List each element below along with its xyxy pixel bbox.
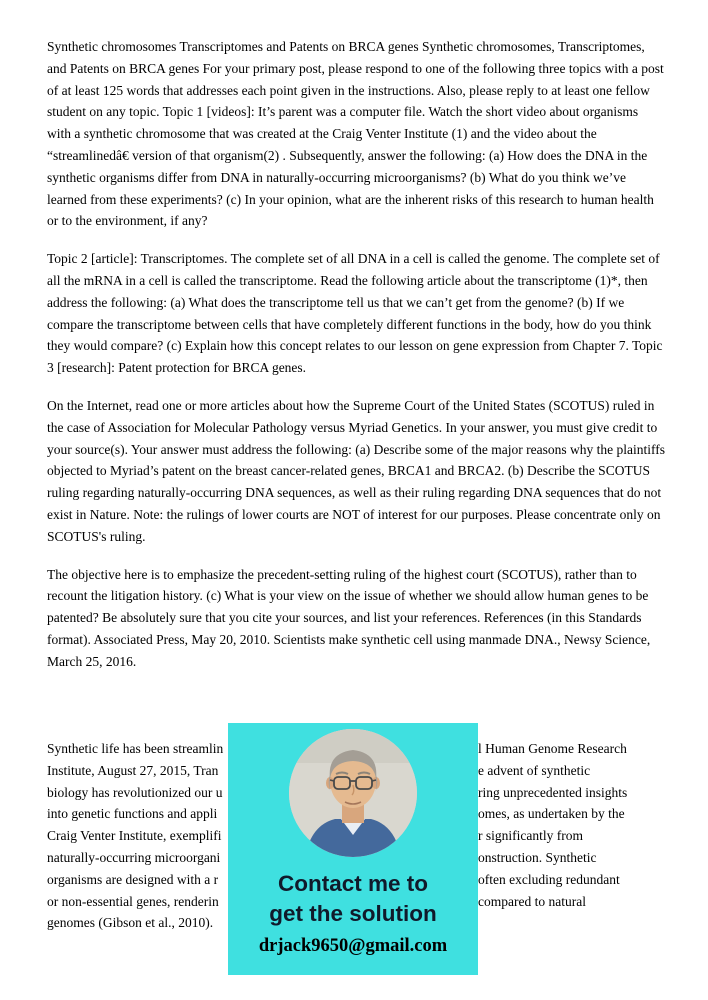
paragraph-2: Topic 2 [article]: Transcriptomes. The complete set of all DNA in a cell is called the genome. The complete set of all the mRNA in a cell is called the transcriptome. Read the following article about the transcriptome (1)*, then address the following: (a) What does the transcriptome tell us that we can’t get from the genome? (b) If we compare the transcriptome between cells that have completely different functions in the body, how do you think they would compare? (c) Explain how this concept relates to our lesson on gene expression from Chapter 7. Topic 3 [research]: Patent protection for BRCA genes.	[47, 251, 663, 376]
line-fragment-right: omes, as undertaken by the	[478, 806, 625, 822]
contact-overlay-card	[228, 723, 478, 975]
line-fragment-left: Institute, August 27, 2015, Tran	[47, 762, 219, 778]
line-fragment-left: Synthetic life has been streamlin	[47, 741, 224, 756]
contact-heading-line1: Contact me to	[277, 871, 428, 896]
line-fragment-right: r significantly from	[478, 828, 583, 844]
line-fragment-left: into genetic functions and appli	[47, 806, 218, 822]
line-fragment-right: l Human Genome Research	[478, 741, 627, 756]
document-text	[47, 36, 665, 689]
contact-heading-line2: get the solution	[269, 901, 437, 926]
line-fragment-left: genomes (Gibson et al., 2010).	[47, 915, 214, 931]
man-portrait-photo	[289, 729, 417, 857]
paragraph-1: Synthetic chromosomes Transcriptomes and Patents on BRCA genes Synthetic chromosomes, Transcriptomes, and Patents on BRCA genes For your primary post, please respond to one of the following three topics with a post of at least 125 words that addresses each point given in the instructions. Also, please reply to at least one fellow student on any topic. Topic 1 [videos]: It’s parent was a computer file. Watch the short video about organisms with a synthetic chromosome that was created at the Craig Venter Institute (1) and the video about the “streamlinedâ€ version of that organism(2) . Subsequently, answer the following: (a) How does the DNA in the synthetic organisms differ from DNA in naturally-occurring microorganisms? (b) What do you think we’ve learned from these experiments? (c) In your opinion, what are the inherent risks of this research to human health or to the environment, if any?	[47, 39, 664, 229]
contact-photo	[289, 729, 417, 857]
line-fragment-left: organisms are designed with a r	[47, 871, 219, 887]
line-fragment-left: biology has revolutionized our u	[47, 784, 223, 800]
line-fragment-left: or non-essential genes, renderin	[47, 893, 219, 909]
line-fragment-left: naturally-occurring microorgani	[47, 849, 221, 865]
contact-email: drjack9650@gmail.com	[258, 936, 448, 956]
line-fragment-right: often excluding redundant	[478, 871, 620, 887]
paragraph-3: On the Internet, read one or more articles about how the Supreme Court of the United States (SCOTUS) ruled in the case of Association for Molecular Pathology versus Myriad Genetics. In your answer, you must give credit to your source(s). Your answer must address the following: (a) Describe some of the major reasons why the plaintiffs objected to Myriad’s patent on the breast cancer-related genes, BRCA1 and BRCA2. (b) Describe the SCOTUS ruling regarding naturally-occurring DNA sequences, as well as their ruling regarding DNA sequences that do not exist in Nature. Note: the rulings of lower courts are NOT of interest for our purposes. Please concentrate only on SCOTUS's ruling.	[47, 397, 665, 544]
paragraph-4: The objective here is to emphasize the precedent-setting ruling of the highest court (SCOTUS), rather than to recount the litigation history. (c) What is your view on the issue of whether we should allow human genes to be patented? Be absolutely sure that you cite your sources, and list your references. References (in this Standards format). Associated Press, May 20, 2010. Scientists make synthetic cell using manmade DNA., Newsy Science, March 25, 2016.	[47, 566, 651, 669]
line-fragment-right: compared to natural	[478, 893, 586, 909]
line-fragment-right: e advent of synthetic	[478, 762, 591, 778]
line-fragment-left: Craig Venter Institute, exemplifi	[47, 828, 222, 844]
line-fragment-right: onstruction. Synthetic	[478, 849, 597, 865]
contact-heading	[228, 869, 478, 929]
line-fragment-right: ring unprecedented insights	[478, 784, 628, 800]
